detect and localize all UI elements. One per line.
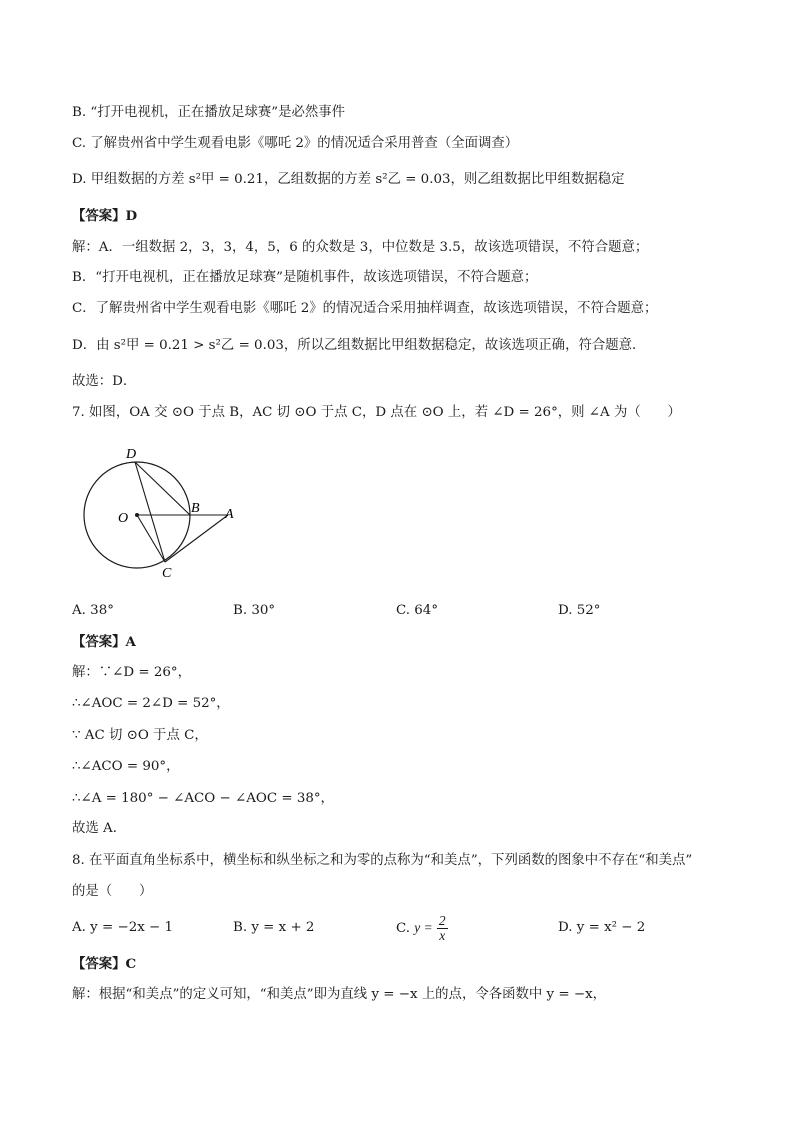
q7-option-d: D. 52° (558, 603, 601, 618)
q6-answer: 【答案】D (72, 208, 138, 224)
segment-ca (165, 515, 228, 562)
q8-option-b: B. y = x + 2 (233, 920, 315, 935)
q6-solution-b: B．“打开电视机，正在播放足球赛”是随机事件，故该选项错误，不符合题意； (72, 270, 538, 285)
label-o: O (118, 511, 129, 526)
q8-stem-line-1: 8. 在平面直角坐标系中，横坐标和纵坐标之和为零的点称为“和美点”，下列函数的图象中不存在“和美点” (72, 853, 693, 868)
q6-option-b: B. “打开电视机，正在播放足球赛”是必然事件 (72, 105, 346, 120)
q7-step-2: ∴∠AOC = 2∠D = 52°， (72, 696, 230, 711)
label-c: C (162, 566, 172, 581)
q7-stem: 7. 如图，OA 交 ⊙O 于点 B，AC 切 ⊙O 于点 C，D 点在 ⊙O 上，若 ∠D = 26°，则 ∠A 为（ ） (72, 405, 681, 420)
label-a: A (225, 507, 234, 522)
q7-step-5: ∴∠A = 180° − ∠ACO − ∠AOC = 38°， (72, 791, 334, 806)
q7-circle-figure (80, 444, 260, 584)
q7-conclusion: 故选 A． (72, 821, 127, 836)
q8-option-c-lhs: y = (414, 920, 433, 935)
q7-step-1: 解：∵∠D = 26°， (72, 665, 191, 680)
q8-option-c-label: C. (396, 921, 411, 936)
q8-answer: 【答案】C (72, 956, 137, 972)
q6-solution-a: 解：A．一组数据 2，3，3，4，5，6 的众数是 3，中位数是 3.5，故该选项错误，不符合题意； (72, 240, 649, 255)
label-d: D (126, 447, 137, 462)
segment-oc (137, 515, 165, 562)
q8-option-c (396, 910, 448, 947)
q6-option-d: D. 甲组数据的方差 s²甲 = 0.21，乙组数据的方差 s²乙 = 0.03，则乙组数据比甲组数据稳定 (72, 172, 625, 187)
q6-solution-d: D．由 s²甲 = 0.21 > s²乙 = 0.03，所以乙组数据比甲组数据稳定，故该选项正确，符合题意． (72, 338, 646, 353)
q7-option-c: C. 64° (396, 603, 439, 618)
q7-step-3: ∵ AC 切 ⊙O 于点 C， (72, 728, 208, 743)
fraction-numerator: 2 (438, 913, 446, 928)
fraction-denominator: x (439, 928, 446, 943)
q7-option-a: A. 38° (72, 603, 114, 618)
q8-option-c-fraction (437, 914, 448, 943)
q6-conclusion: 故选：D． (72, 374, 137, 389)
q8-option-d: D. y = x² − 2 (558, 920, 646, 935)
q8-solution-1: 解：根据“和美点”的定义可知，“和美点”即为直线 y = −x 上的点，令各函数中 y = −x， (72, 987, 607, 1002)
label-b: B (191, 501, 200, 516)
q7-answer: 【答案】A (72, 634, 136, 650)
q6-option-c: C. 了解贵州省中学生观看电影《哪吒 2》的情况适合采用普查（全面调查） (72, 136, 519, 151)
center-point-o (135, 513, 139, 517)
q7-option-b: B. 30° (233, 603, 276, 618)
q8-option-a: A. y = −2x − 1 (72, 920, 174, 935)
q7-step-4: ∴∠ACO = 90°， (72, 759, 180, 774)
q6-solution-c: C．了解贵州省中学生观看电影《哪吒 2》的情况适合采用抽样调查，故该选项错误，不符合题意； (72, 301, 658, 316)
q8-stem-line-2: 的是（ ） (72, 884, 153, 899)
